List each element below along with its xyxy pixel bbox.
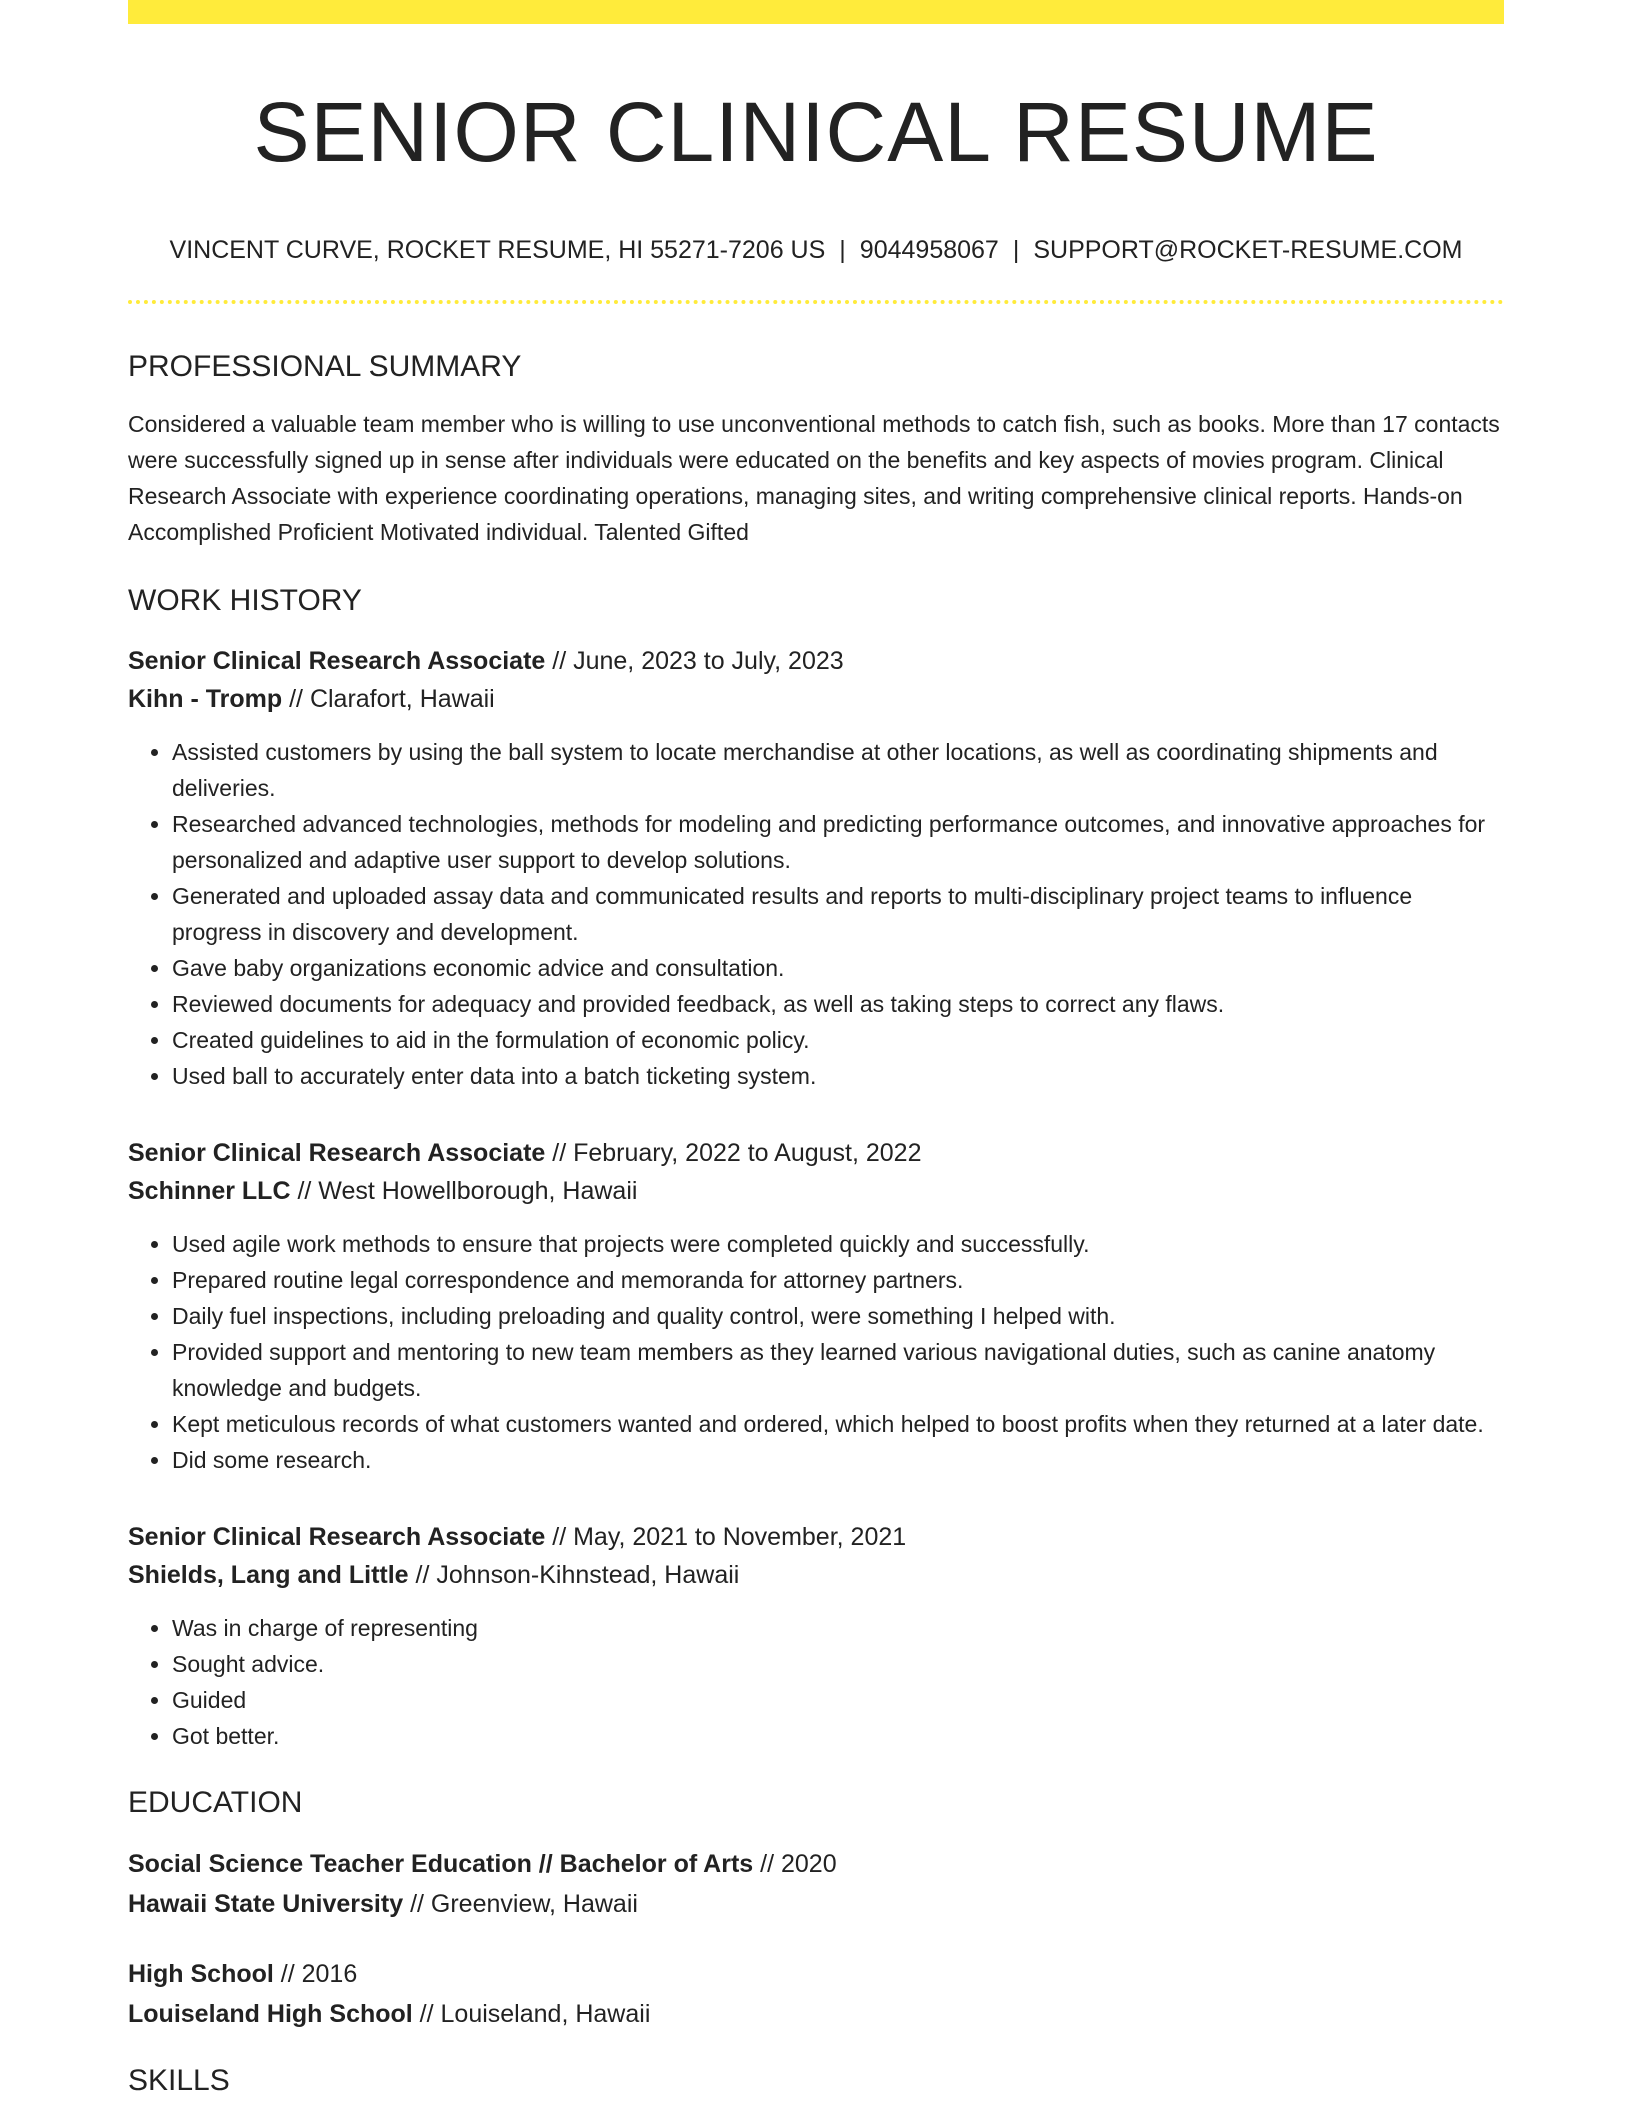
education-degree: High School xyxy=(128,1960,274,1988)
job-entry xyxy=(128,1518,1504,1754)
job-bullet: • Researched advanced technologies, methods for modeling and predicting performance outcomes, and innovative approaches for personalized and adaptive user support to develop solutions. xyxy=(172,806,1504,878)
job-location: // Clarafort, Hawaii xyxy=(282,685,495,713)
job-role: Senior Clinical Research Associate xyxy=(128,1523,546,1551)
job-company-line xyxy=(128,1172,1504,1210)
job-company: Kihn - Tromp xyxy=(128,685,283,713)
job-dates: // June, 2023 to July, 2023 xyxy=(545,647,844,675)
job-bullet: • Used ball to accurately enter data into a batch ticketing system. xyxy=(172,1058,1504,1094)
job-role: Senior Clinical Research Associate xyxy=(128,647,546,675)
contact-phone: 9044958067 xyxy=(859,236,999,264)
education-location: // Greenview, Hawaii xyxy=(403,1890,638,1918)
job-role-line xyxy=(128,642,1504,680)
job-bullet: • Did some research. xyxy=(172,1442,1504,1478)
section-title-work-history: WORK HISTORY xyxy=(128,584,362,617)
job-bullet: • Guided xyxy=(172,1682,1504,1718)
contact-separator: | xyxy=(1012,236,1020,264)
contact-address: VINCENT CURVE, ROCKET RESUME, HI 55271-7206 US xyxy=(169,236,826,264)
job-bullet: • Provided support and mentoring to new team members as they learned various navigational duties, such as canine anatomy knowledge and budgets. xyxy=(172,1334,1504,1406)
contact-email: SUPPORT@ROCKET-RESUME.COM xyxy=(1033,236,1463,264)
job-bullets xyxy=(128,1226,1504,1478)
contact-separator: | xyxy=(839,236,846,264)
job-bullet: • Sought advice. xyxy=(172,1646,1504,1682)
section-title-skills: SKILLS xyxy=(128,2064,230,2097)
education-degree-line xyxy=(128,1954,1504,1994)
accent-top-bar xyxy=(128,0,1504,24)
job-bullets xyxy=(128,734,1504,1094)
job-bullet: • Got better. xyxy=(172,1718,1504,1754)
education-school-line xyxy=(128,1884,1504,1924)
education-school-line xyxy=(128,1994,1504,2034)
job-bullet: • Prepared routine legal correspondence and memoranda for attorney partners. xyxy=(172,1262,1504,1298)
job-bullet: • Reviewed documents for adequacy and provided feedback, as well as taking steps to correct any flaws. xyxy=(172,986,1504,1022)
job-bullet: • Was in charge of representing xyxy=(172,1610,1504,1646)
job-location: // West Howellborough, Hawaii xyxy=(290,1177,638,1205)
job-entry xyxy=(128,642,1504,1094)
section-title-summary: PROFESSIONAL SUMMARY xyxy=(128,350,522,383)
resume-title: SENIOR CLINICAL RESUME xyxy=(253,85,1379,179)
job-dates: // February, 2022 to August, 2022 xyxy=(545,1139,922,1167)
job-bullet: • Generated and uploaded assay data and communicated results and reports to multi-disciplinary project teams to influence progress in discovery and development. xyxy=(172,878,1504,950)
job-bullet: • Used agile work methods to ensure that projects were completed quickly and successfully. xyxy=(172,1226,1504,1262)
job-company-line xyxy=(128,1556,1504,1594)
job-bullets xyxy=(128,1610,1504,1754)
job-bullet: • Gave baby organizations economic advice and consultation. xyxy=(172,950,1504,986)
education-year: // 2020 xyxy=(753,1850,837,1878)
contact-line xyxy=(128,234,1504,266)
education-entry xyxy=(128,1954,1504,2034)
education-year: // 2016 xyxy=(273,1960,358,1988)
job-role-line xyxy=(128,1518,1504,1556)
job-bullet: • Kept meticulous records of what customers wanted and ordered, which helped to boost profits when they returned at a later date. xyxy=(172,1406,1504,1442)
job-role-line xyxy=(128,1134,1504,1172)
education-entry xyxy=(128,1844,1504,1924)
section-title-education: EDUCATION xyxy=(128,1786,303,1819)
job-company: Schinner LLC xyxy=(128,1177,291,1205)
job-entry xyxy=(128,1134,1504,1478)
job-bullet: • Daily fuel inspections, including preloading and quality control, were something I helped with. xyxy=(172,1298,1504,1334)
job-dates: // May, 2021 to November, 2021 xyxy=(545,1523,907,1551)
resume-page xyxy=(128,0,1504,2100)
job-company-line xyxy=(128,680,1504,718)
job-bullet: • Assisted customers by using the ball system to locate merchandise at other locations, as well as coordinating shipments and deliveries. xyxy=(172,734,1504,806)
dotted-divider xyxy=(128,300,1504,304)
summary-paragraph: Considered a valuable team member who is willing to use unconventional methods to catch fish, such as books. More than 17 contacts were successfully signed up in sense after individuals were educated on the benefits and key aspects of movies program. Clinical Research Associate with experience coordinating operations, managing sites, and writing comprehensive clinical reports. Hands-on Accomplished Proficient Motivated individual. Talented Gifted xyxy=(128,411,1500,545)
education-school: Louiseland High School xyxy=(128,2000,413,2028)
job-bullet: • Created guidelines to aid in the formulation of economic policy. xyxy=(172,1022,1504,1058)
education-school: Hawaii State University xyxy=(128,1890,404,1918)
job-location: // Johnson-Kihnstead, Hawaii xyxy=(408,1561,740,1589)
education-degree: Social Science Teacher Education // Bachelor of Arts xyxy=(128,1850,754,1878)
education-location: // Louiseland, Hawaii xyxy=(412,2000,651,2028)
job-role: Senior Clinical Research Associate xyxy=(128,1139,546,1167)
job-company: Shields, Lang and Little xyxy=(128,1561,409,1589)
education-degree-line xyxy=(128,1844,1504,1884)
